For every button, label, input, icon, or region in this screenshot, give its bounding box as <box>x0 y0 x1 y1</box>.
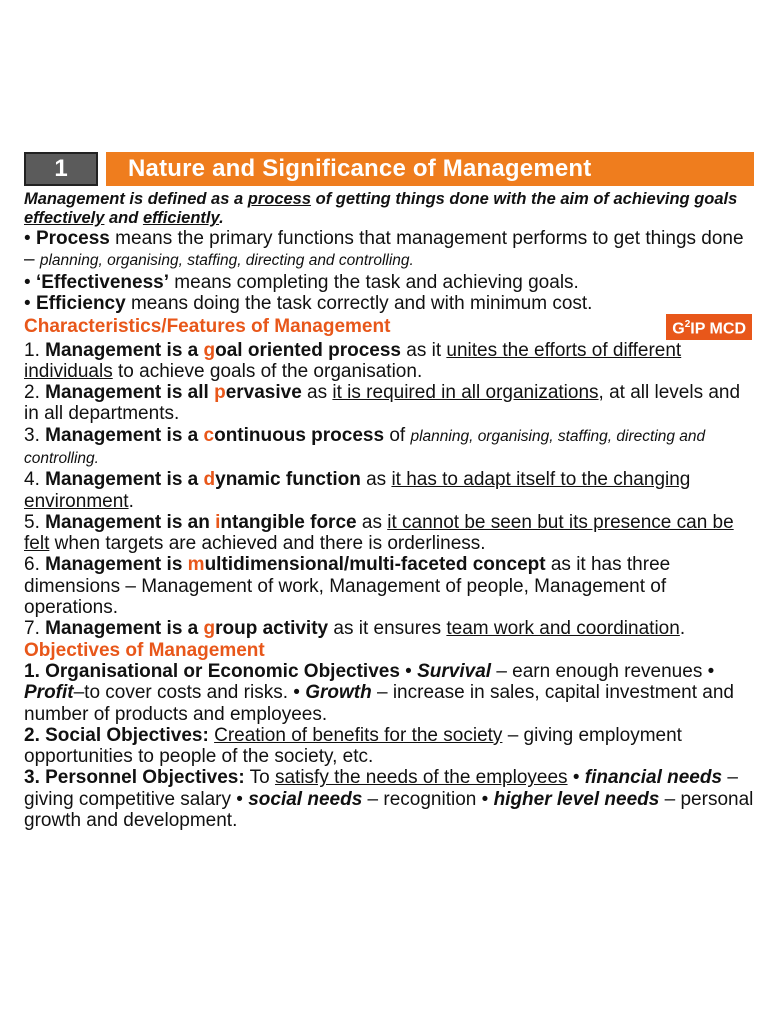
definition-process: process <box>247 190 312 208</box>
characteristic-item <box>24 340 754 383</box>
definition-text: Management is defined as a <box>24 190 248 208</box>
section-title: Nature and Significance of Management <box>128 155 592 182</box>
objective-organisational <box>24 661 754 725</box>
item-text: . <box>128 490 134 512</box>
bullet: • <box>293 682 306 704</box>
process-point: • Process means the primary functions that management performs to get things done – planning, organising, staffing, directing and controlling. <box>24 228 744 271</box>
objective-term: Profit <box>24 682 74 704</box>
item-text: as it has three dimensions – Management of work, Management of people, Management of operations. <box>24 554 671 619</box>
item-letter: g <box>203 618 216 640</box>
objective-term: higher level needs <box>493 788 660 810</box>
item-title: Management is an <box>45 511 216 533</box>
efficiency-term: Efficiency <box>35 292 126 314</box>
item-text: as it <box>400 339 447 361</box>
objective-text: – giving competitive salary <box>24 767 738 810</box>
process-text: means the primary functions that management performs to get things done – <box>24 228 744 271</box>
bullet: • <box>567 767 585 789</box>
objective-title: 3. Personnel Objectives: <box>24 767 245 789</box>
item-text: as it ensures <box>328 618 447 640</box>
mnemonic-tag-text: G <box>672 320 685 338</box>
section-number-box <box>24 152 98 186</box>
item-title: ynamic function <box>215 469 361 491</box>
item-number: 7. <box>24 618 46 640</box>
bullet: • <box>481 788 494 810</box>
characteristics-heading: Characteristics/Features of Management <box>24 316 391 338</box>
objective-text: – earn enough revenues <box>491 660 708 682</box>
objectives-heading: Objectives of Management <box>24 639 265 661</box>
item-title: Management is a <box>45 618 204 640</box>
characteristic-item <box>24 618 754 639</box>
definition-effectively: effectively <box>24 209 105 227</box>
characteristic-item <box>24 469 754 512</box>
item-text: as <box>301 382 333 404</box>
item-title: ontinuous process <box>214 424 385 446</box>
characteristic-item <box>24 554 754 618</box>
objective-text: –to cover costs and risks. <box>73 682 294 704</box>
objective-term: Growth <box>305 682 372 704</box>
objective-underline: satisfy the needs of the employees <box>274 767 568 789</box>
definition-text: and <box>104 209 143 227</box>
item-number: 1. <box>24 339 46 361</box>
objective-term: social needs <box>248 788 363 810</box>
item-title: Management is a <box>45 339 204 361</box>
effectiveness-term: ‘Effectiveness’ <box>35 271 170 293</box>
item-underline: team work and coordination <box>446 618 680 640</box>
item-number: 6. <box>24 554 46 576</box>
item-number: 2. <box>24 382 46 404</box>
objective-personnel <box>24 767 754 831</box>
item-letter: d <box>203 469 216 491</box>
item-text: of <box>384 424 411 446</box>
definition-text: of getting things done with the aim of achieving goals <box>311 190 738 208</box>
item-underline: unites the efforts of different individuals <box>24 339 682 382</box>
item-letter: m <box>187 554 205 576</box>
item-letter: i <box>215 511 221 533</box>
page <box>24 152 754 831</box>
definition-efficiently: efficiently <box>142 209 220 227</box>
section-header <box>24 152 754 186</box>
objective-text: To <box>244 767 275 789</box>
efficiency-point: • Efficiency means doing the task correctly and with minimum cost. <box>24 292 593 314</box>
item-title: Management is <box>45 554 188 576</box>
mnemonic-tag <box>666 314 752 339</box>
item-title: ervasive <box>225 382 302 404</box>
process-term: Process <box>35 228 110 249</box>
item-number: 4. <box>24 469 46 491</box>
item-text: to achieve goals of the organisation. <box>112 360 423 382</box>
definition <box>24 190 754 228</box>
process-functions: planning, organising, staffing, directing and controlling. <box>39 252 414 270</box>
section-title-bar <box>106 152 754 186</box>
objective-title: 2. Social Objectives: <box>24 724 209 746</box>
characteristic-item <box>24 382 754 425</box>
characteristic-item <box>24 512 754 555</box>
characteristic-item <box>24 425 754 470</box>
item-title: Management is a <box>45 469 204 491</box>
section-number: 1 <box>54 155 68 182</box>
item-title: Management is all <box>45 382 215 404</box>
item-title: ultidimensional/multi-faceted concept <box>204 554 546 576</box>
effectiveness-point: • ‘Effectiveness’ means completing the task and achieving goals. <box>24 271 579 293</box>
mnemonic-tag-text: IP MCD <box>690 320 746 338</box>
objective-term: financial needs <box>584 767 723 789</box>
bullet: • <box>236 788 249 810</box>
item-title: roup activity <box>215 618 329 640</box>
item-letter: g <box>203 339 216 361</box>
objective-underline: Creation of benefits for the society <box>214 724 503 746</box>
item-underline: it has to adapt itself to the changing environment <box>24 469 691 512</box>
objective-title: 1. Organisational or Economic Objectives <box>24 660 400 682</box>
objective-social <box>24 725 754 768</box>
item-underline: it cannot be seen but its presence can be felt <box>24 511 734 555</box>
item-title: ntangible force <box>220 511 357 533</box>
item-number: 5. <box>24 511 46 533</box>
item-text: . <box>679 618 686 640</box>
efficiency-text: means doing the task correctly and with minimum cost. <box>125 292 593 314</box>
item-italic: planning, organising, staffing, directing and controlling. <box>24 427 706 467</box>
item-title: oal oriented process <box>215 339 401 361</box>
item-title: Management is a <box>45 424 204 446</box>
item-number: 3. <box>24 424 46 446</box>
item-underline: it is required in all organizations <box>332 382 599 404</box>
characteristics-heading-row <box>24 314 754 339</box>
objective-term: Survival <box>417 660 492 682</box>
objective-text: – personal growth and development. <box>24 788 754 832</box>
bullet: • <box>399 660 418 682</box>
item-text: as <box>360 469 392 491</box>
item-text: when targets are achieved and there is orderliness. <box>49 533 486 555</box>
item-text: , at all levels and in all departments. <box>24 382 741 425</box>
item-letter: c <box>203 424 215 446</box>
objective-text: – increase in sales, capital investment and number of products and employees. <box>24 682 734 725</box>
objective-text: – giving employment opportunities to people of the society, etc. <box>24 724 682 768</box>
definition-text: . <box>219 209 224 227</box>
item-letter: p <box>214 382 226 404</box>
item-text: as <box>356 511 388 533</box>
bullet: • <box>707 660 715 682</box>
objective-text: – recognition <box>362 788 482 810</box>
effectiveness-text: means completing the task and achieving goals. <box>169 271 579 293</box>
mnemonic-tag-sup: 2 <box>684 319 691 331</box>
